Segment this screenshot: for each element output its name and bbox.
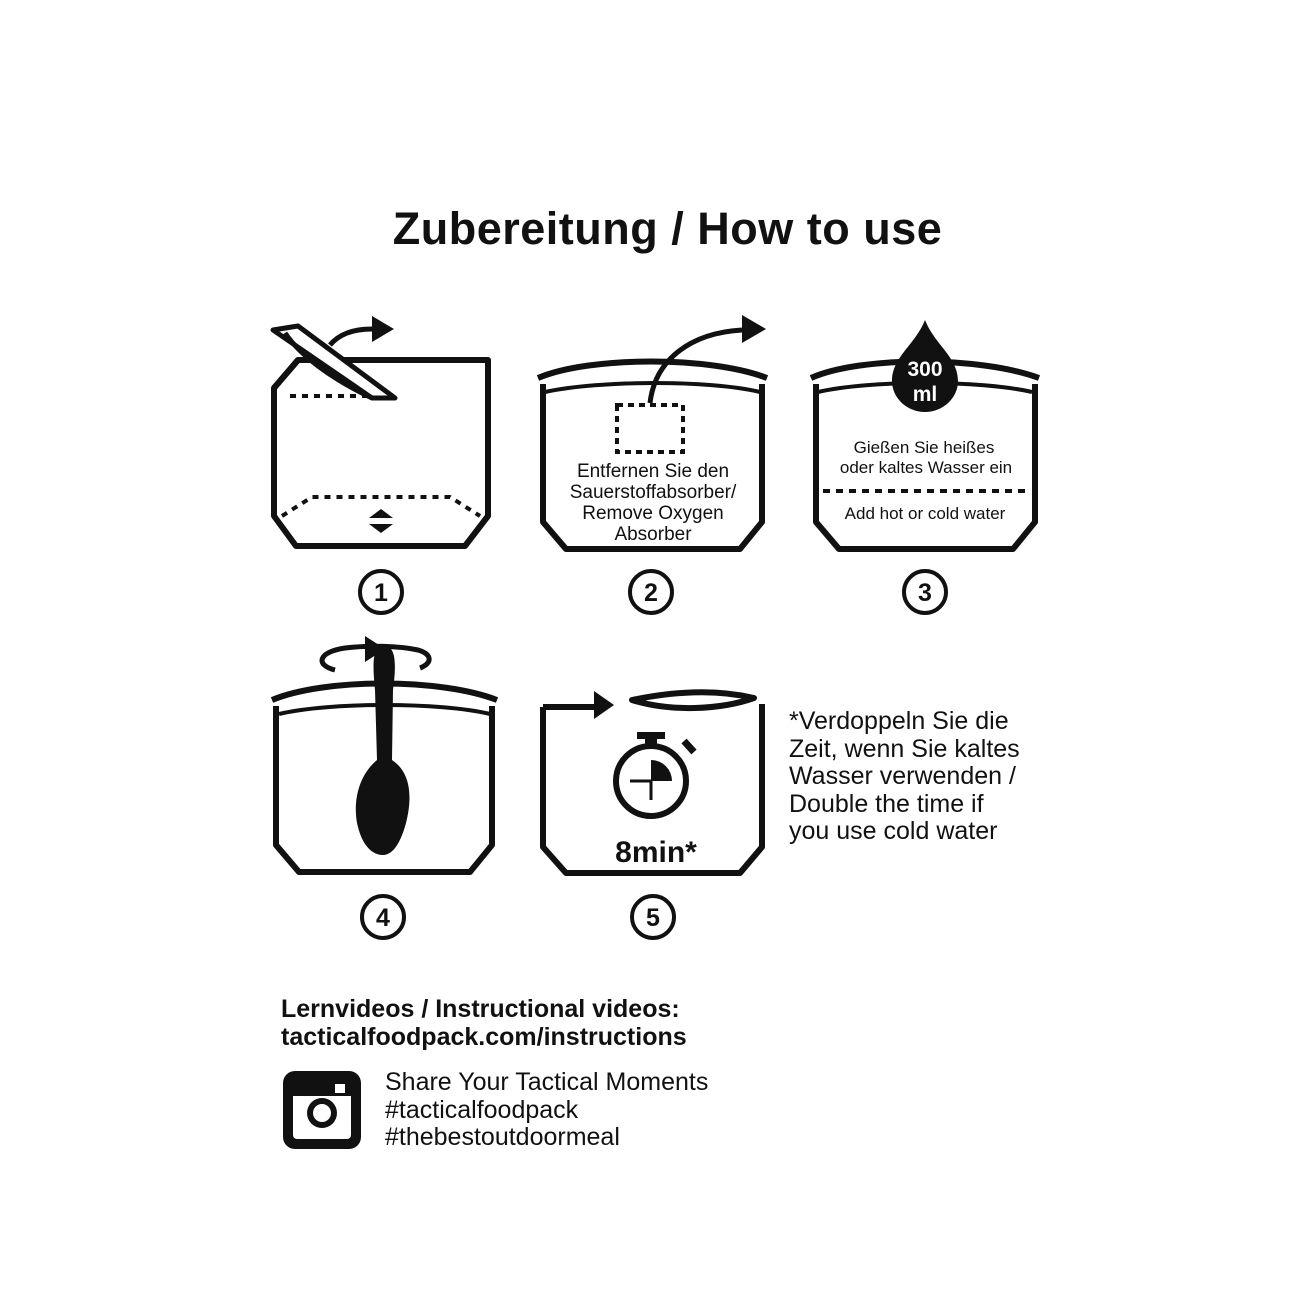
step-3-text-top: Gießen Sie heißes: [853, 438, 995, 457]
drop-volume-unit: ml: [912, 383, 938, 406]
stir-spoon-icon: [322, 636, 429, 855]
stopwatch-icon: [616, 732, 694, 816]
thickness-arrows-icon: [369, 509, 393, 533]
note-line: Wasser verwenden /: [789, 762, 1016, 790]
videos-link[interactable]: tacticalfoodpack.com/instructions: [281, 1023, 687, 1051]
note-line: you use cold water: [789, 817, 998, 845]
note-line: *Verdoppeln Sie die: [789, 707, 1009, 735]
social-block: [385, 1069, 708, 1152]
cold-water-note: [789, 708, 1020, 846]
note-line: Zeit, wenn Sie kaltes: [789, 734, 1020, 763]
step-5-time: 8min*: [615, 836, 697, 869]
step-2-text-line: Remove Oxygen: [582, 503, 724, 524]
step-3-text-bottom: Add hot or cold water: [844, 504, 1006, 523]
note-line: Double the time if: [789, 789, 984, 818]
step-1-number: 1: [374, 579, 388, 607]
step-2-text-line: Entfernen Sie den: [576, 461, 730, 482]
step-2-text-line: Absorber: [614, 524, 692, 545]
hashtag-link[interactable]: #tacticalfoodpack: [385, 1095, 579, 1124]
instagram-icon[interactable]: [283, 1071, 361, 1149]
page-title: Zubereitung / How to use: [392, 203, 943, 254]
hashtag-link[interactable]: #thebestoutdoormeal: [385, 1123, 620, 1151]
social-tagline: Share Your Tactical Moments: [385, 1068, 709, 1096]
videos-heading: Lernvideos / Instructional videos:: [281, 995, 680, 1023]
drop-volume-value: 300: [907, 358, 943, 381]
instructional-videos: [281, 995, 687, 1051]
step-5-number: 5: [646, 904, 660, 932]
step-3-text-top: oder kaltes Wasser ein: [839, 458, 1013, 477]
close-arrow-icon: [594, 691, 614, 719]
step-4-number: 4: [376, 904, 390, 932]
step-3-number: 3: [918, 579, 932, 607]
step-2-text-line: Sauerstoffabsorber/: [569, 482, 737, 503]
step-2-number: 2: [644, 579, 658, 607]
